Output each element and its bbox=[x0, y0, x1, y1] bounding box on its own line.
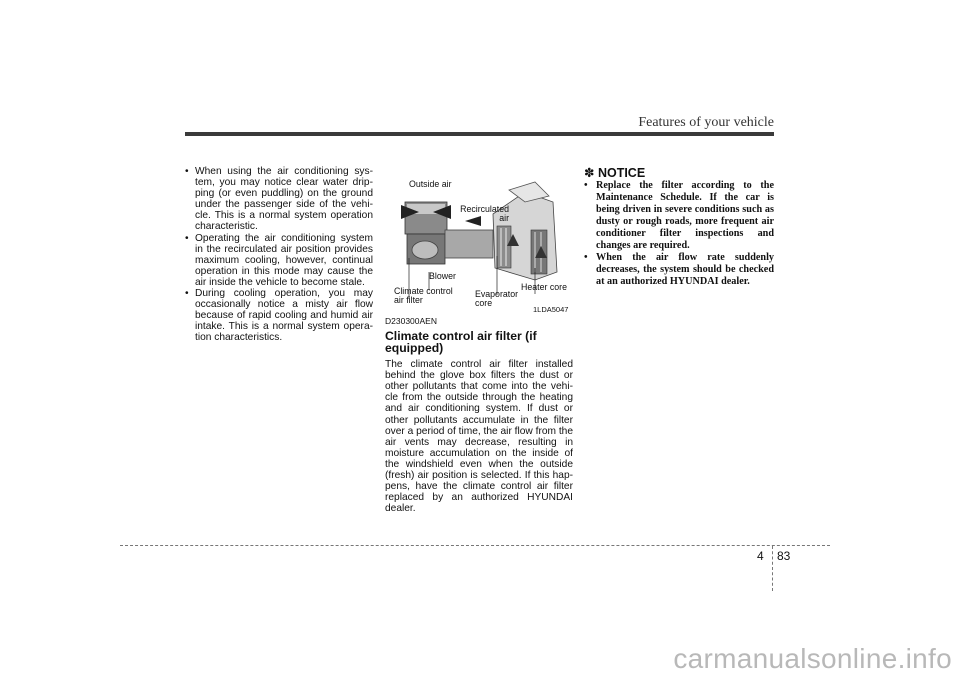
section-title: Climate control air filter (if equipped) bbox=[385, 329, 537, 356]
label-evaporator-core: Evaporator core bbox=[475, 289, 519, 308]
figure-code: 1LDA5047 bbox=[533, 305, 569, 314]
bullet-item: • Operating the air conditioning system in the recirculated air position provides maximum cooling, however, continual operation in this mode may cause the air inside the vehicle to become stale. bbox=[185, 233, 373, 288]
label-outside-air: Outside air bbox=[409, 179, 452, 189]
bullet-item: • When using the air conditioning sys-tem, you may notice clear water drip-ping (or even puddling) on the ground under the passenger side of the vehi-cle. This is a normal system operation characteristic. bbox=[185, 166, 373, 233]
bullet-list bbox=[185, 166, 373, 344]
label-heater-core: Heater core bbox=[521, 282, 567, 292]
notice-item: • Replace the filter according to the Maintenance Schedule. If the car is being driven in severe conditions such as dusty or rough roads, more frequent air conditioner filter inspections and changes are required. bbox=[584, 180, 774, 252]
hvac-diagram bbox=[385, 172, 573, 314]
label-recirculated-air: Recirculated air bbox=[460, 204, 509, 223]
middle-column bbox=[385, 172, 573, 514]
notice-list bbox=[584, 180, 774, 288]
section-code: D230300AEN bbox=[385, 316, 437, 326]
footer-dashed-rule bbox=[120, 545, 830, 546]
watermark: carmanualsonline.info bbox=[673, 643, 952, 674]
notice-heading: ✽ NOTICE bbox=[584, 166, 646, 180]
header-rule bbox=[185, 132, 774, 136]
bullet-item: • During cooling operation, you may occasionally notice a misty air flow because of rapid cooling and humid air intake. This is a normal system opera-tion characteristics. bbox=[185, 288, 373, 343]
notice-item: • When the air flow rate suddenly decreases, the system should be checked at an authorized HYUNDAI dealer. bbox=[584, 252, 774, 288]
page-header-title: Features of your vehicle bbox=[638, 115, 774, 130]
label-climate-filter: Climate control air filter bbox=[394, 286, 453, 305]
left-column bbox=[185, 166, 373, 344]
label-blower: Blower bbox=[429, 271, 456, 281]
chapter-number: 4 bbox=[757, 549, 764, 563]
right-column bbox=[584, 166, 774, 288]
footer-dashed-divider bbox=[772, 546, 773, 591]
section-body: The climate control air filter installed behind the glove box filters the dust or other pollutants that come into the vehi-cle from the outside through the heating and air conditioning system. If dust or other pollutants accumulate in the filter over a period of time, the air flow from the air vents may decrease, resulting in moisture accumulation on the inside of the windshield even when the outside (fresh) air position is selected. If this hap-pens, have the climate control air filter replaced by an authorized HYUNDAI dealer. bbox=[385, 359, 573, 515]
page-number: 83 bbox=[777, 549, 791, 563]
